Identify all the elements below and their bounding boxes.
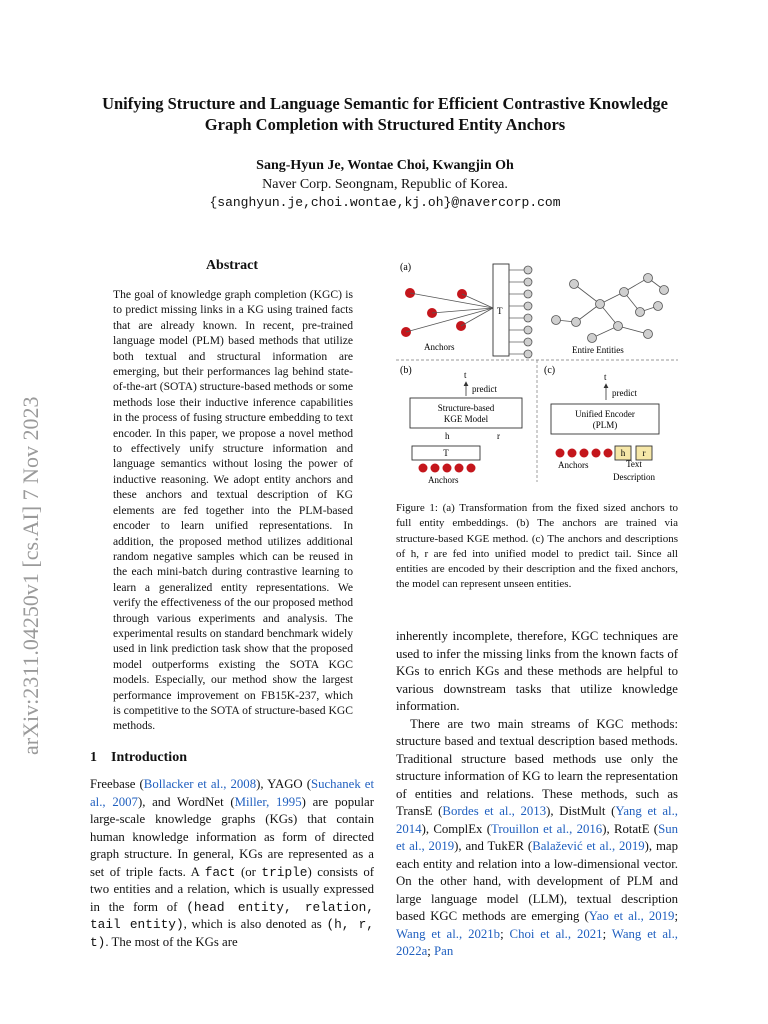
svg-text:KGE Model: KGE Model bbox=[443, 414, 489, 424]
authors: Sang-Hyun Je, Wontae Choi, Kwangjin Oh bbox=[256, 158, 514, 173]
intro-left-column: Freebase (Bollacker et al., 2008), YAGO (Suchanek et al., 2007), and WordNet (Miller, 1995) are popular large-scale knowledge graphs (KGs) that contain human knowledge information as form of directed graph structure. In general, KGs are represented as a set of triple facts. A fact (or triple) consists of two entities and a relation, which is usually expressed in the form of (head entity, relation, tail entity), which is also denoted as (h, r, t). The most of the KGs are bbox=[90, 777, 375, 950]
predict-label-b: predict bbox=[472, 384, 497, 394]
citation-link[interactable]: Sun et al., 2019 bbox=[396, 821, 678, 853]
abstract-text: The goal of knowledge graph completion (KGC) is to predict missing links in a KG using trained facts that are already known. In recent, pre-trained language model (PLM) based methods that utilize both textual and structural information are emerging, but their performances lag behind state-of-the-art (SOTA) structure-based methods or some methods lose their inductive inference capabilities in the process of fusing structure embedding to text encoder. In this paper, we propose a novel method to effectively unify structure information and language semantics without losing the power of inductive reasoning. We adopt entity anchors and these anchors and textual description of KG elements are fed together into the PLM-based encoder to learn unified representations. In addition, the proposed method utilizes additional random negative samples which can be reused in the each mini-batch during contrastive learning to learn a generalized entity representations. We verify the effectiveness of the our proposed method through various experiments and analysis. The experimental results on standard benchmark widely used in link prediction task show that the proposed model outperforms existing the SOTA KGC models. Especially, our method show the largest performance improvement on FB15K-237, which is competitive to the SOTA of structure-based KGC methods. bbox=[113, 288, 353, 733]
t-node-label: T bbox=[497, 306, 503, 316]
citation-link[interactable]: Pan bbox=[434, 944, 454, 958]
anchor-row-c bbox=[556, 449, 613, 458]
svg-text:Unified Encoder: Unified Encoder bbox=[575, 409, 635, 419]
svg-text:T: T bbox=[443, 448, 449, 458]
paragraph: inherently incomplete, therefore, KGC techniques are used to infer the missing links from the known facts of KGs to enrich KGs and these methods are helpful to various downstream tasks that utilize knowledge information. bbox=[396, 629, 678, 713]
section-title: Introduction bbox=[111, 750, 187, 765]
predict-label-c: predict bbox=[612, 388, 637, 398]
intro-right-column bbox=[396, 628, 678, 961]
citation-link[interactable]: Yang et al., 2014 bbox=[396, 804, 678, 836]
citation-link[interactable]: Balažević et al., 2019 bbox=[532, 839, 645, 853]
text-desc-line2: Description bbox=[613, 472, 655, 482]
citation-link[interactable]: Bordes et al., 2013 bbox=[442, 804, 547, 818]
anchors-label-b: Anchors bbox=[428, 475, 459, 485]
citation-link[interactable]: Trouillon et al., 2016 bbox=[490, 821, 603, 836]
svg-text:Structure-based: Structure-based bbox=[437, 403, 495, 413]
arxiv-id: arXiv:2311.04250v1 [cs.AI] 7 Nov 2023 bbox=[18, 396, 43, 755]
text-desc-line1: Text bbox=[626, 459, 642, 469]
citation-link[interactable]: Miller, 1995 bbox=[234, 794, 302, 809]
svg-text:h: h bbox=[620, 448, 626, 458]
citation-link[interactable]: Wang et al., 2022a bbox=[396, 926, 678, 958]
arxiv-stamp bbox=[4, 320, 54, 760]
paper-title: Unifying Structure and Language Semantic for Efficient Contrastive Knowledge Graph Completion with Structured Entity Anchors bbox=[102, 94, 668, 134]
svg-text:(PLM): (PLM) bbox=[592, 420, 618, 430]
entity-nodes-a bbox=[524, 266, 532, 358]
figure-label-b: (b) bbox=[400, 365, 412, 376]
figure-label-a: (a) bbox=[400, 262, 412, 273]
section-heading bbox=[90, 750, 201, 766]
citation-link[interactable]: Bollacker et al., 2008 bbox=[143, 777, 257, 791]
figure-caption: Figure 1: (a) Transformation from the fixed sized anchors to full entity embeddings. (b) The anchors are trained via structure-based KGE method. (c) The anchors and descriptions of h, r are fed into unified model to predict tail. Since all entities are encoded by their description and the fixed anchors, the model can represent unseen entities. bbox=[396, 502, 678, 591]
section-number: 1 bbox=[90, 750, 97, 765]
figure-label-c: (c) bbox=[544, 365, 556, 376]
citation-link[interactable]: Yao et al., 2019 bbox=[588, 909, 675, 923]
citation-link[interactable]: Choi et al., 2021 bbox=[509, 926, 603, 941]
anchors-label-c: Anchors bbox=[558, 460, 589, 470]
svg-text:r: r bbox=[642, 448, 646, 458]
anchor-row-b bbox=[419, 464, 476, 473]
citation-link[interactable]: Suchanek et al., 2007 bbox=[90, 777, 375, 809]
t-output-c: t bbox=[604, 372, 607, 382]
citation-link[interactable]: Wang et al., 2021b bbox=[396, 926, 501, 941]
paragraph: There are two main streams of KGC methods: structure based and textual description based methods. Traditional structure based methods use only the structure information of KG to learn the representation of entities and relations. These methods, such as TransE (Bordes et al., 2013), DistMult (Yang et al., 2014), ComplEx (Trouillon et al., 2016), RotatE (Sun et al., 2019), and TukER (Balažević et al., 2019), map each entity and relation into a low-dimensional vector. On the other hand, with development of PLM and large language model (LLM), textual description based KGC methods are emerging (Yao et al., 2019; Wang et al., 2021b; Choi et al., 2021; Wang et al., 2022a; Pan bbox=[396, 716, 678, 958]
anchors-label-a: Anchors bbox=[424, 342, 455, 352]
email: {sanghyun.je,choi.wontae,kj.oh}@navercorp.com bbox=[209, 195, 561, 210]
affiliation: Naver Corp. Seongnam, Republic of Korea. bbox=[262, 177, 508, 192]
r-label-b: r bbox=[497, 431, 500, 441]
figure-1 bbox=[396, 256, 678, 492]
entire-entities-label: Entire Entities bbox=[572, 345, 624, 355]
abstract-heading: Abstract bbox=[205, 258, 259, 273]
t-output-b: t bbox=[464, 370, 467, 380]
h-label-b: h bbox=[445, 431, 450, 441]
